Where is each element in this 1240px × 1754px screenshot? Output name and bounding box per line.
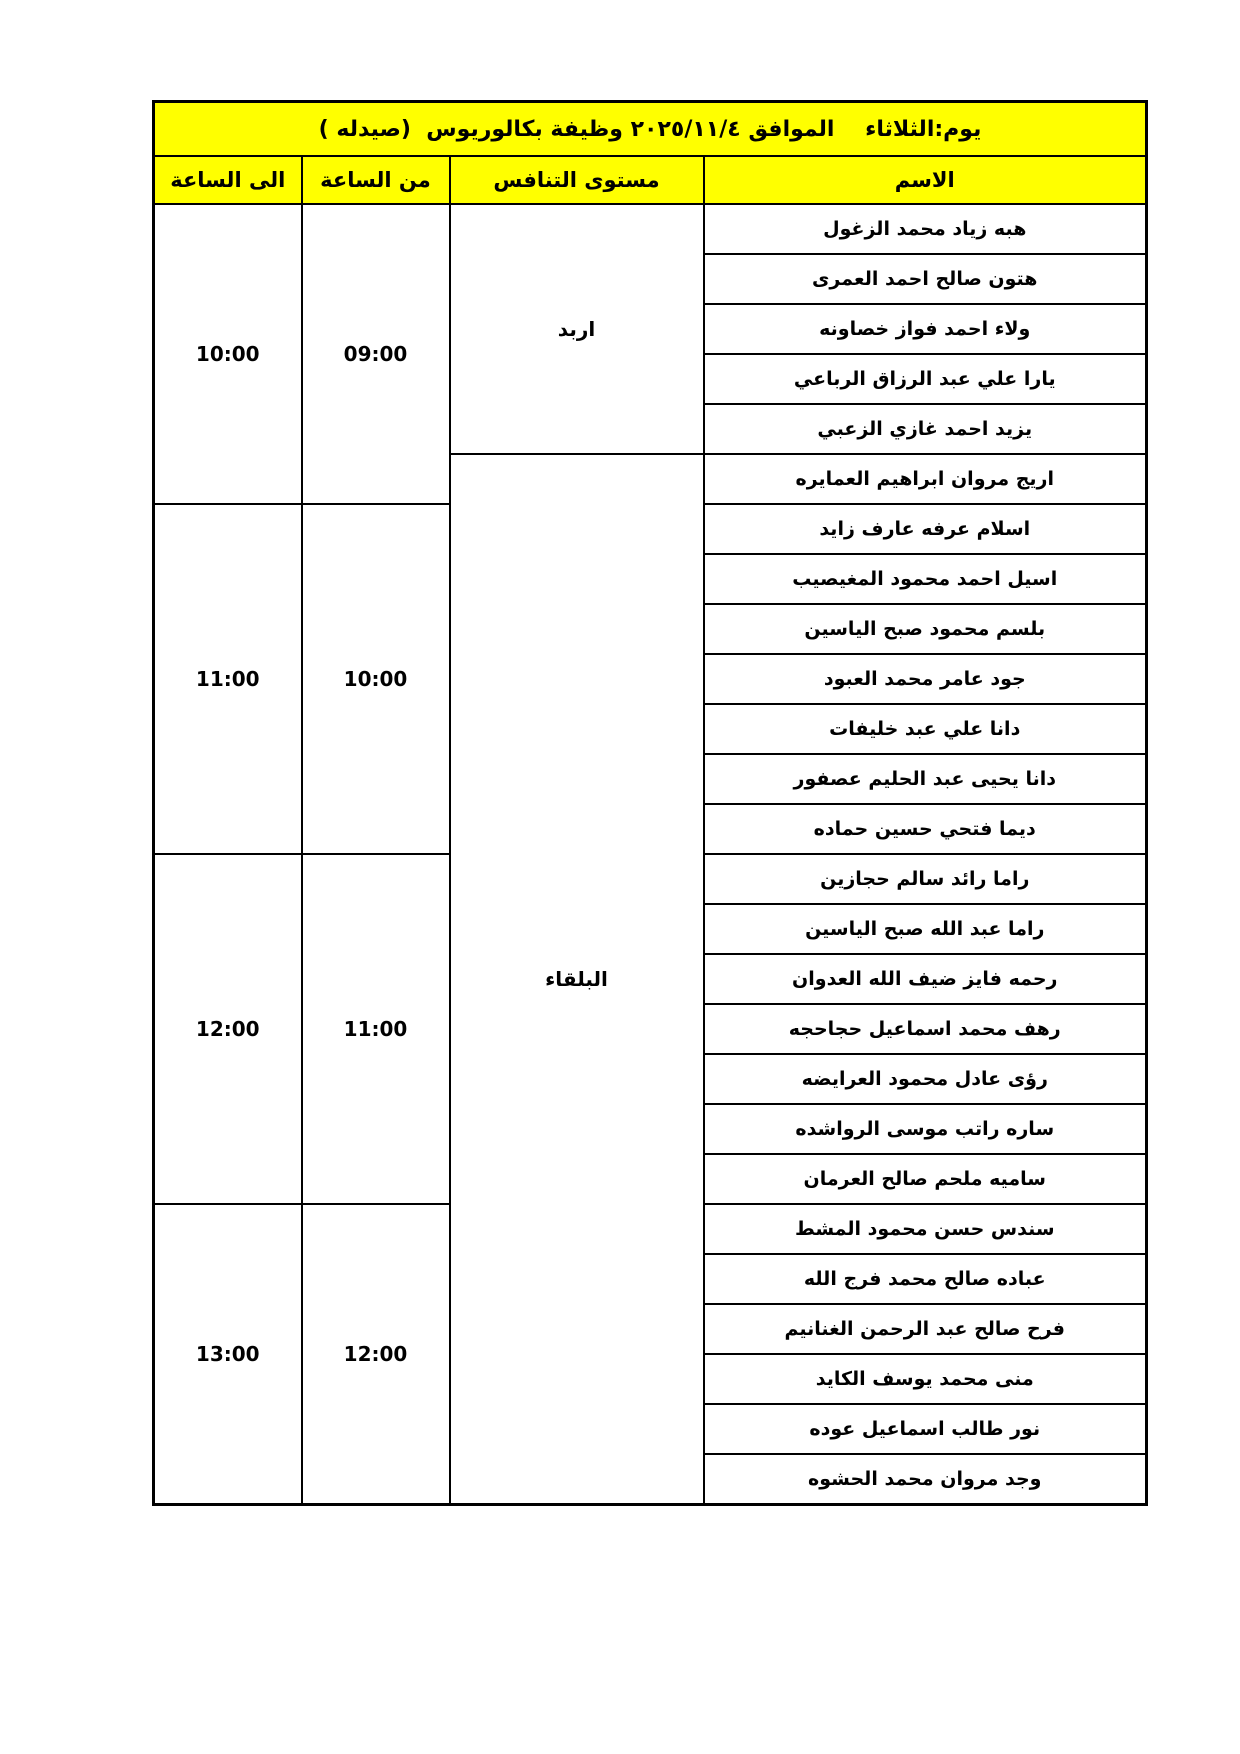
name-cell: اسيل احمد محمود المغيصيب [704, 554, 1147, 604]
name-cell: بلسم محمود صبح الياسين [704, 604, 1147, 654]
page-title: يوم:الثلاثاء الموافق ٢٠٢٥/١١/٤ وظيفة بكالوريوس (صيدله ) [154, 102, 1147, 157]
to-hour-cell: 12:00 [154, 854, 302, 1204]
header-name: الاسم [704, 156, 1147, 204]
name-cell: عباده صالح محمد فرج الله [704, 1254, 1147, 1304]
name-cell: نور طالب اسماعيل عوده [704, 1404, 1147, 1454]
from-hour-cell: 12:00 [302, 1204, 450, 1504]
name-cell: راما عبد الله صبح الياسين [704, 904, 1147, 954]
name-cell: فرح صالح عبد الرحمن الغنانيم [704, 1304, 1147, 1354]
header-row [154, 156, 1147, 204]
name-cell: دانا علي عبد خليفات [704, 704, 1147, 754]
name-cell: هتون صالح احمد العمرى [704, 254, 1147, 304]
title-row [154, 102, 1147, 157]
from-hour-cell: 11:00 [302, 854, 450, 1204]
name-cell: يارا علي عبد الرزاق الرباعي [704, 354, 1147, 404]
table-row [154, 204, 1147, 254]
header-from-hour: من الساعة [302, 156, 450, 204]
name-cell: وجد مروان محمد الحشوه [704, 1454, 1147, 1504]
name-cell: ديما فتحي حسين حماده [704, 804, 1147, 854]
name-cell: سندس حسن محمود المشط [704, 1204, 1147, 1254]
name-cell: دانا يحيى عبد الحليم عصفور [704, 754, 1147, 804]
name-cell: راما رائد سالم حجازين [704, 854, 1147, 904]
name-cell: رؤى عادل محمود العرايضه [704, 1054, 1147, 1104]
name-cell: رهف محمد اسماعيل حجاحجه [704, 1004, 1147, 1054]
header-competition-level: مستوى التنافس [450, 156, 704, 204]
name-cell: يزيد احمد غازي الزعبي [704, 404, 1147, 454]
competition-level-cell: اربد [450, 204, 704, 454]
from-hour-cell: 10:00 [302, 504, 450, 854]
name-cell: ساميه ملحم صالح العرمان [704, 1154, 1147, 1204]
name-cell: جود عامر محمد العبود [704, 654, 1147, 704]
name-cell: اسلام عرفه عارف زايد [704, 504, 1147, 554]
to-hour-cell: 13:00 [154, 1204, 302, 1504]
name-cell: ساره راتب موسى الرواشده [704, 1104, 1147, 1154]
schedule-table [152, 100, 1148, 1506]
name-cell: هبه زياد محمد الزغول [704, 204, 1147, 254]
header-to-hour: الى الساعة [154, 156, 302, 204]
name-cell: اريج مروان ابراهيم العمايره [704, 454, 1147, 504]
from-hour-cell: 09:00 [302, 204, 450, 504]
to-hour-cell: 10:00 [154, 204, 302, 504]
name-cell: ولاء احمد فواز خصاونه [704, 304, 1147, 354]
to-hour-cell: 11:00 [154, 504, 302, 854]
name-cell: منى محمد يوسف الكايد [704, 1354, 1147, 1404]
name-cell: رحمه فايز ضيف الله العدوان [704, 954, 1147, 1004]
competition-level-cell: البلقاء [450, 454, 704, 1504]
